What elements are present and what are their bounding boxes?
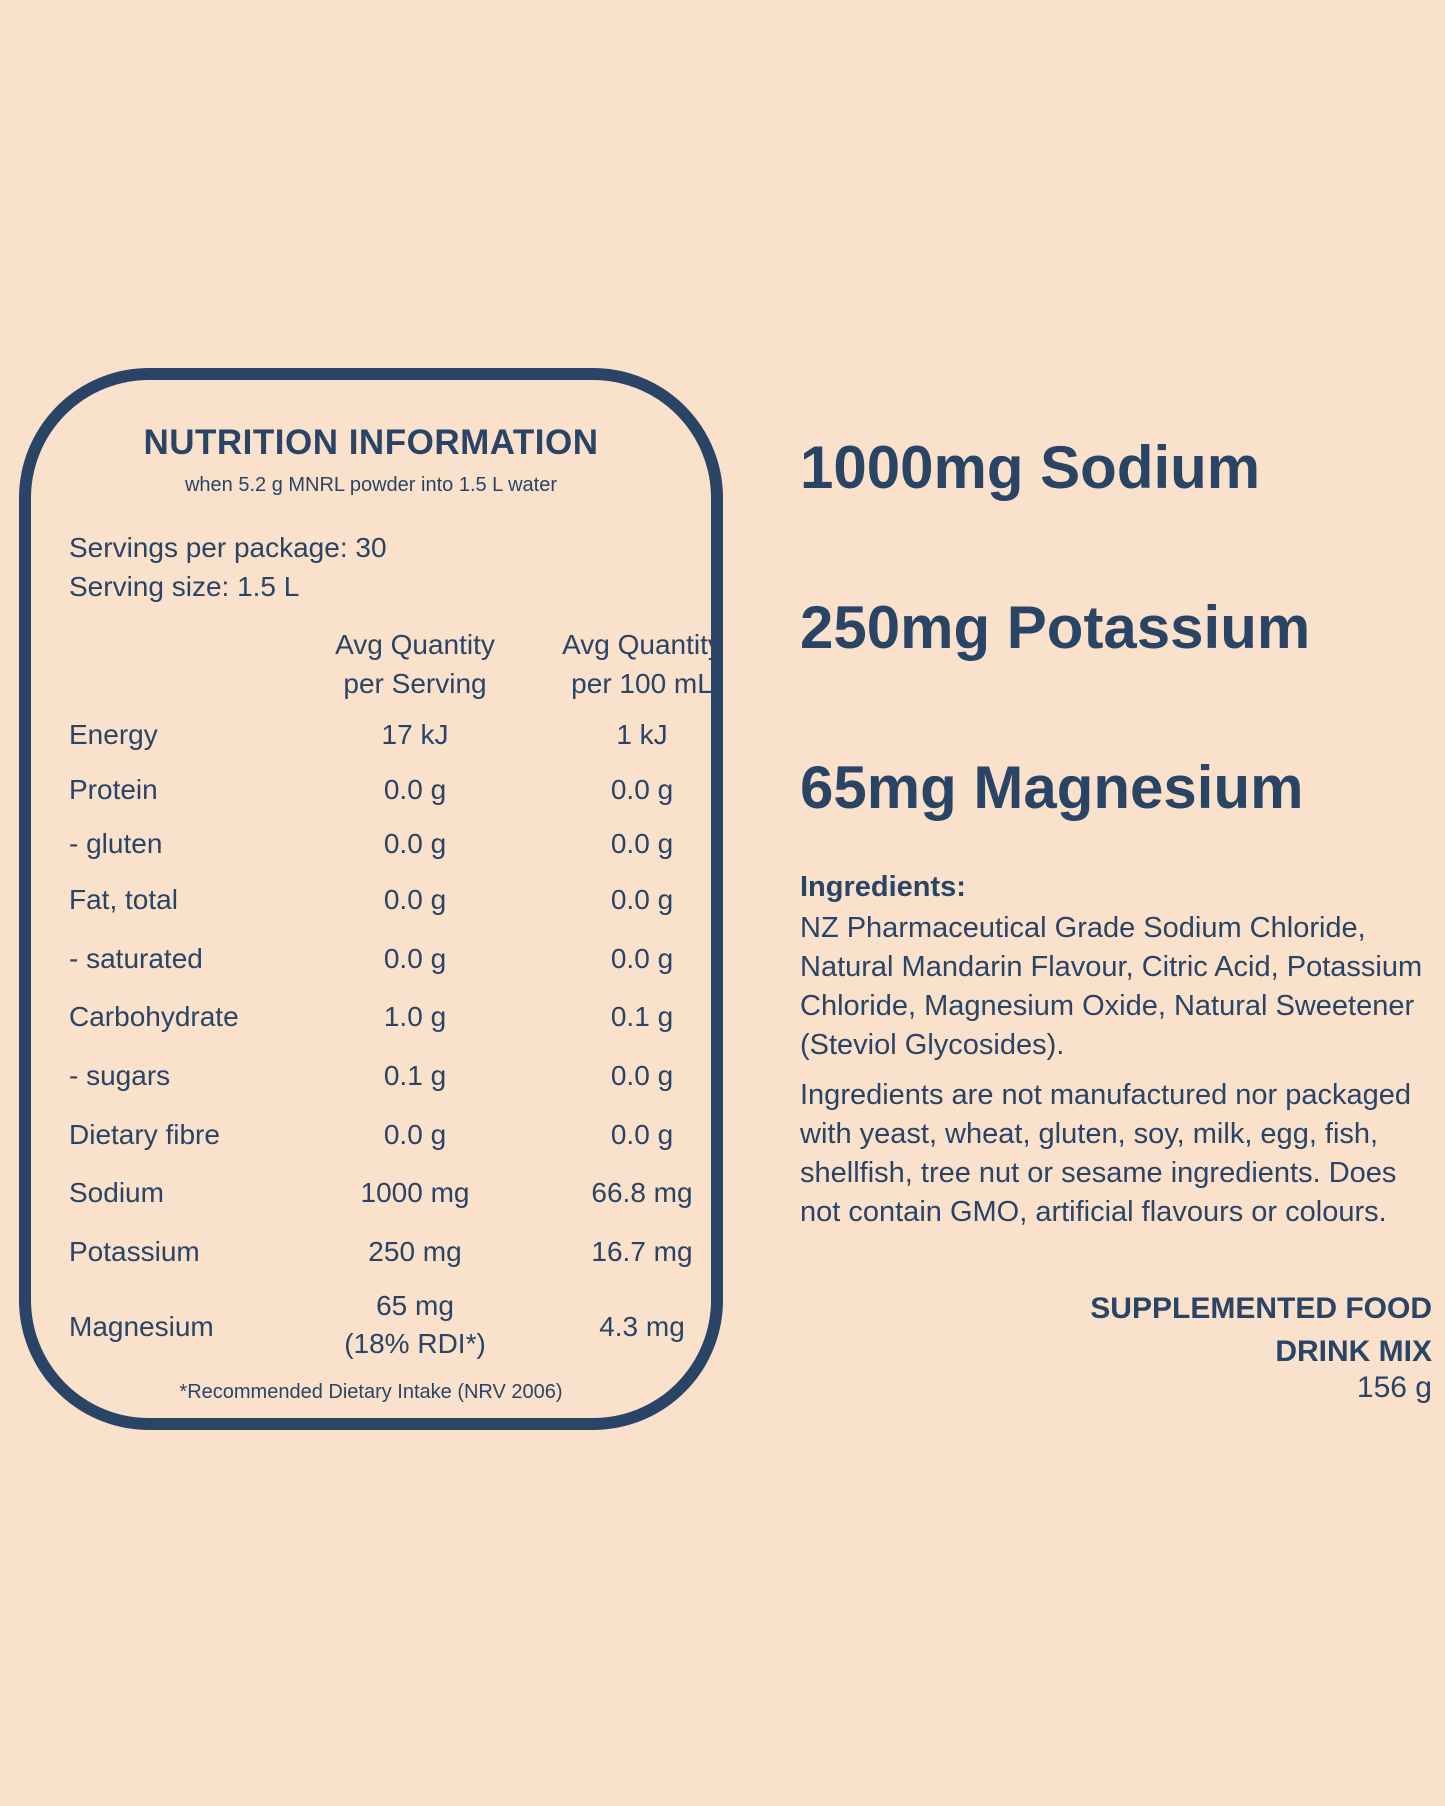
serving-size: Serving size: 1.5 L bbox=[69, 571, 300, 602]
nutrient-name: Sodium bbox=[69, 1177, 164, 1208]
column-header-line: Avg Quantity bbox=[335, 629, 495, 660]
per-100ml-value: 16.7 mg bbox=[591, 1236, 693, 1267]
nutrient-name: Carbohydrate bbox=[69, 1001, 239, 1032]
product-type-line: DRINK MIX bbox=[1275, 1335, 1432, 1368]
panel-subtitle: when 5.2 g MNRL powder into 1.5 L water bbox=[184, 474, 558, 496]
per-serving-value bbox=[305, 1287, 525, 1363]
nutrient-name: Energy bbox=[69, 719, 158, 750]
column-header-line: Avg Quantity bbox=[562, 629, 722, 660]
product-type bbox=[932, 1287, 1432, 1373]
column-header-per-serving bbox=[305, 625, 525, 703]
servings-per-package: Servings per package: 30 bbox=[69, 532, 387, 563]
nutrient-name: - sugars bbox=[69, 1060, 171, 1091]
net-weight: 156 g bbox=[1356, 1371, 1432, 1404]
per-100ml-value: 0.0 g bbox=[610, 943, 674, 974]
nutrient-name: Potassium bbox=[69, 1236, 200, 1267]
per-serving-value: 17 kJ bbox=[381, 719, 449, 750]
footnote: *Recommended Dietary Intake (NRV 2006) bbox=[179, 1381, 563, 1403]
per-100ml-value: 0.1 g bbox=[610, 1001, 674, 1032]
ingredients-list: NZ Pharmaceutical Grade Sodium Chloride, Natural Mandarin Flavour, Citric Acid, Potassium Chloride, Magnesium Oxide, Natural Sweetener (Steviol Glycosides). bbox=[800, 912, 1423, 1061]
nutrient-name: Dietary fibre bbox=[69, 1119, 220, 1150]
panel-title: NUTRITION INFORMATION bbox=[143, 423, 599, 462]
highlight-potassium: 250mg Potassium bbox=[800, 594, 1311, 661]
allergen-statement: Ingredients are not manufactured nor packaged with yeast, wheat, gluten, soy, milk, egg, fish, shellfish, tree nut or sesame ingredients. Does not contain GMO, artificial flavours or colours. bbox=[800, 1079, 1412, 1228]
per-serving-value: 1.0 g bbox=[383, 1001, 447, 1032]
nutrient-name: Protein bbox=[69, 774, 158, 805]
per-100ml-value: 0.0 g bbox=[610, 1060, 674, 1091]
column-header-line: per 100 mL bbox=[571, 668, 713, 699]
per-100ml-value: 1 kJ bbox=[616, 719, 668, 750]
nutrient-name: - gluten bbox=[69, 828, 163, 859]
ingredients-label: Ingredients: bbox=[800, 871, 966, 903]
per-serving-value: 0.0 g bbox=[383, 774, 447, 805]
per-100ml-value: 0.0 g bbox=[610, 884, 674, 915]
product-type-line: SUPPLEMENTED FOOD bbox=[1090, 1292, 1432, 1325]
column-header-line: per Serving bbox=[343, 668, 487, 699]
per-100ml-value: 0.0 g bbox=[610, 774, 674, 805]
nutrition-panel bbox=[19, 368, 723, 1430]
per-serving-value: 0.0 g bbox=[383, 828, 447, 859]
per-serving-value: 0.1 g bbox=[383, 1060, 447, 1091]
highlight-magnesium: 65mg Magnesium bbox=[800, 754, 1304, 821]
per-serving-value: 250 mg bbox=[368, 1236, 462, 1267]
nutrient-name: Fat, total bbox=[69, 884, 178, 915]
per-100ml-value: 4.3 mg bbox=[599, 1311, 685, 1342]
per-100ml-value: 0.0 g bbox=[610, 828, 674, 859]
per-serving-value: 1000 mg bbox=[360, 1177, 470, 1208]
per-100ml-value: 0.0 g bbox=[610, 1119, 674, 1150]
nutrient-name: - saturated bbox=[69, 943, 203, 974]
rdi-note: (18% RDI*) bbox=[344, 1328, 486, 1359]
highlight-sodium: 1000mg Sodium bbox=[800, 434, 1261, 501]
per-100ml-value: 66.8 mg bbox=[591, 1177, 693, 1208]
per-serving-value: 0.0 g bbox=[383, 1119, 447, 1150]
nutrient-name: Magnesium bbox=[69, 1311, 214, 1342]
per-serving-value: 0.0 g bbox=[383, 884, 447, 915]
per-serving-amount: 65 mg bbox=[376, 1290, 454, 1321]
column-header-per-100ml bbox=[532, 625, 752, 703]
per-serving-value: 0.0 g bbox=[383, 943, 447, 974]
